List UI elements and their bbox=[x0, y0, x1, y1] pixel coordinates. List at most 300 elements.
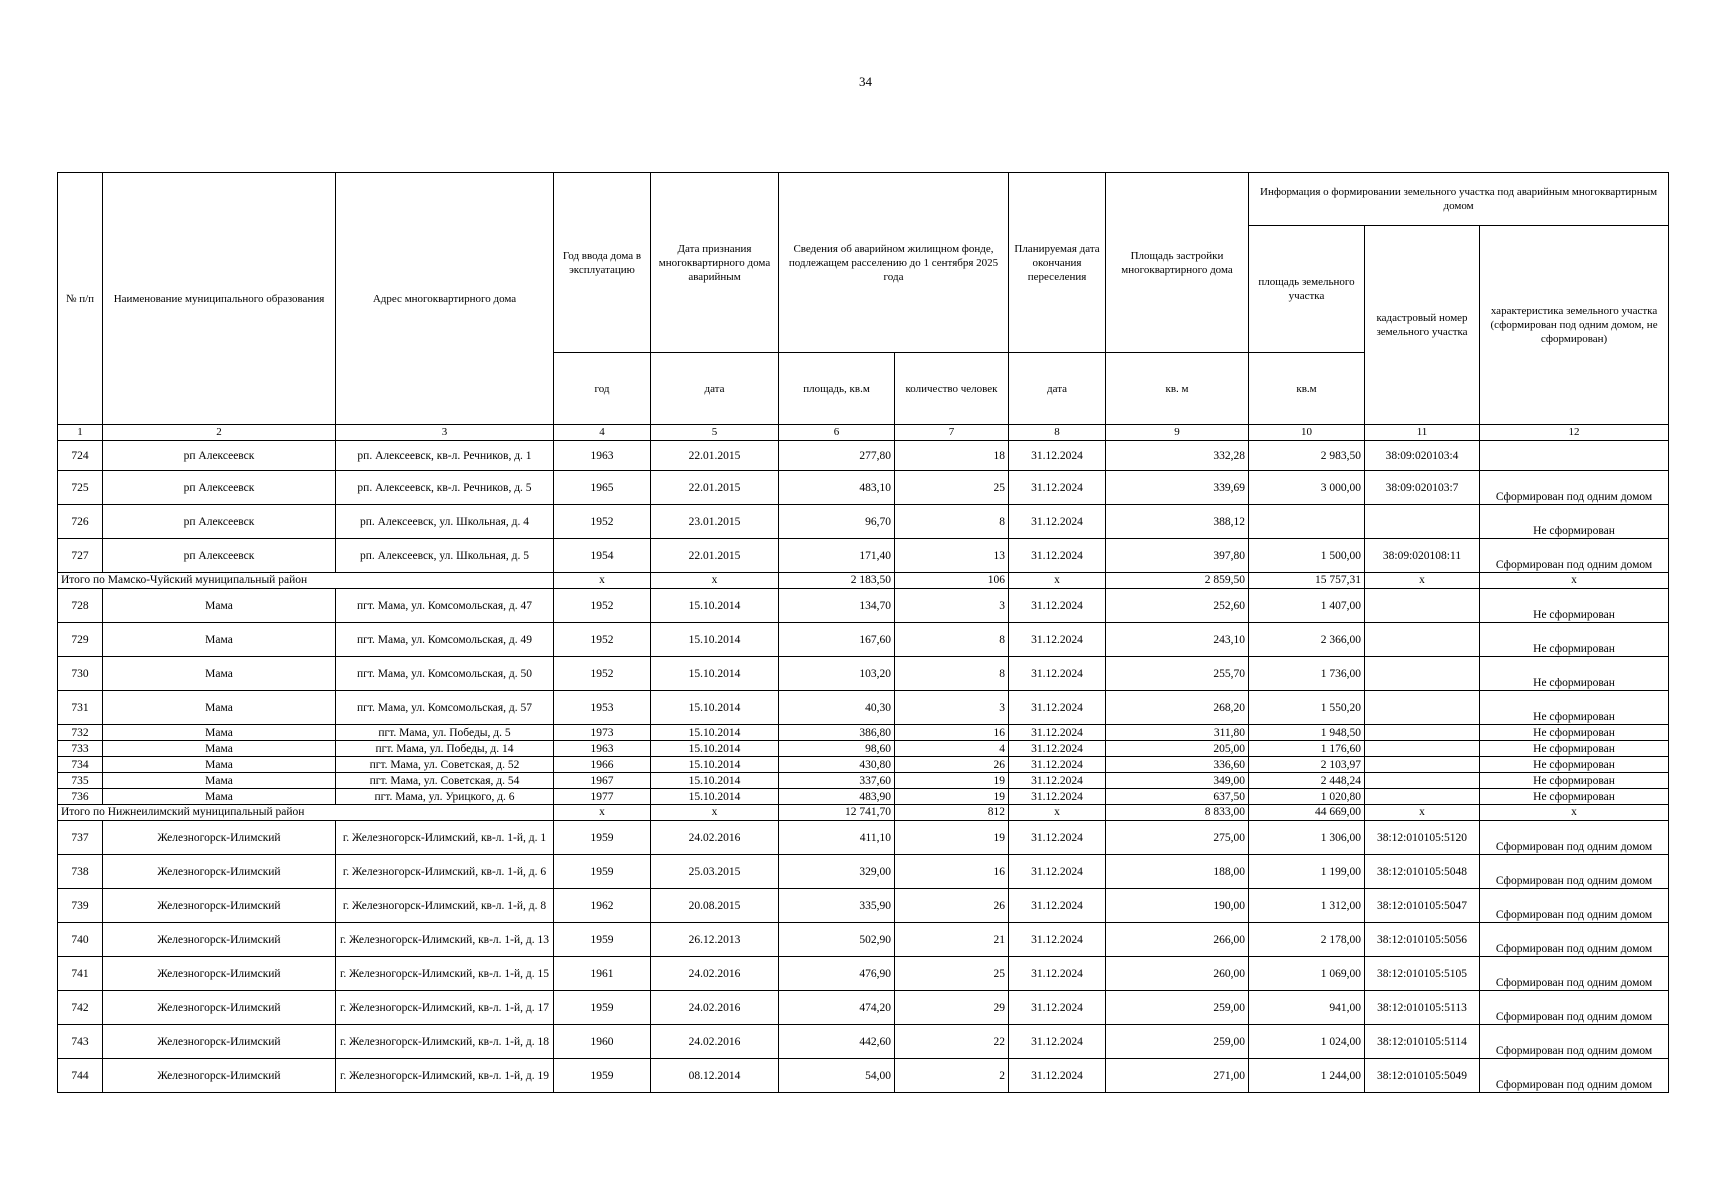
people-cell: 8 bbox=[895, 623, 1009, 657]
year-cell: 1959 bbox=[554, 923, 651, 957]
declared-date-cell: 22.01.2015 bbox=[651, 471, 779, 505]
planned-date-cell: 31.12.2024 bbox=[1009, 471, 1106, 505]
building-area-cell: 260,00 bbox=[1106, 957, 1249, 991]
address-cell: г. Железногорск-Илимский, кв-л. 1-й, д. 19 bbox=[336, 1059, 554, 1093]
row-number: 733 bbox=[58, 741, 103, 757]
total-date: x bbox=[651, 805, 779, 821]
land-area-cell: 1 550,20 bbox=[1249, 691, 1365, 725]
table-row bbox=[58, 991, 1669, 1025]
area-cell: 167,60 bbox=[779, 623, 895, 657]
land-area-cell: 2 178,00 bbox=[1249, 923, 1365, 957]
building-area-cell: 188,00 bbox=[1106, 855, 1249, 889]
planned-date-cell: 31.12.2024 bbox=[1009, 1059, 1106, 1093]
year-cell: 1953 bbox=[554, 691, 651, 725]
row-number: 740 bbox=[58, 923, 103, 957]
total-date: x bbox=[651, 573, 779, 589]
area-cell: 411,10 bbox=[779, 821, 895, 855]
year-cell: 1960 bbox=[554, 1025, 651, 1059]
year-cell: 1954 bbox=[554, 539, 651, 573]
land-area-cell: 1 024,00 bbox=[1249, 1025, 1365, 1059]
declared-date-cell: 15.10.2014 bbox=[651, 741, 779, 757]
area-cell: 54,00 bbox=[779, 1059, 895, 1093]
land-area-cell: 1 020,80 bbox=[1249, 789, 1365, 805]
declared-date-cell: 15.10.2014 bbox=[651, 623, 779, 657]
header-date-declared: Дата признания многоквартирного дома аварийным bbox=[651, 173, 779, 353]
planned-date-cell: 31.12.2024 bbox=[1009, 741, 1106, 757]
people-cell: 26 bbox=[895, 757, 1009, 773]
declared-date-cell: 20.08.2015 bbox=[651, 889, 779, 923]
land-area-cell: 2 103,97 bbox=[1249, 757, 1365, 773]
municipality-cell: Мама bbox=[103, 789, 336, 805]
planned-date-cell: 31.12.2024 bbox=[1009, 657, 1106, 691]
year-cell: 1952 bbox=[554, 623, 651, 657]
table-row bbox=[58, 441, 1669, 471]
planned-date-cell: 31.12.2024 bbox=[1009, 623, 1106, 657]
cadastral-cell: 38:09:020108:11 bbox=[1365, 539, 1480, 573]
land-char-cell: Сформирован под одним домом bbox=[1480, 1025, 1669, 1059]
building-area-cell: 255,70 bbox=[1106, 657, 1249, 691]
planned-date-cell: 31.12.2024 bbox=[1009, 923, 1106, 957]
declared-date-cell: 26.12.2013 bbox=[651, 923, 779, 957]
people-cell: 2 bbox=[895, 1059, 1009, 1093]
address-cell: рп. Алексеевск, ул. Школьная, д. 4 bbox=[336, 505, 554, 539]
unit-date: дата bbox=[651, 353, 779, 425]
table-row bbox=[58, 773, 1669, 789]
column-index-cell: 12 bbox=[1480, 425, 1669, 441]
municipality-cell: Мама bbox=[103, 657, 336, 691]
people-cell: 18 bbox=[895, 441, 1009, 471]
people-cell: 8 bbox=[895, 505, 1009, 539]
year-cell: 1959 bbox=[554, 991, 651, 1025]
land-area-cell: 1 306,00 bbox=[1249, 821, 1365, 855]
table-row bbox=[58, 505, 1669, 539]
year-cell: 1967 bbox=[554, 773, 651, 789]
total-area: 12 741,70 bbox=[779, 805, 895, 821]
total-land-area: 44 669,00 bbox=[1249, 805, 1365, 821]
header-planned-date: Планируемая дата окончания переселения bbox=[1009, 173, 1106, 353]
header-emergency-fund: Сведения об аварийном жилищном фонде, подлежащем расселению до 1 сентября 2025 года bbox=[779, 173, 1009, 353]
people-cell: 8 bbox=[895, 657, 1009, 691]
table-row bbox=[58, 757, 1669, 773]
area-cell: 103,20 bbox=[779, 657, 895, 691]
building-area-cell: 266,00 bbox=[1106, 923, 1249, 957]
row-number: 741 bbox=[58, 957, 103, 991]
row-number: 724 bbox=[58, 441, 103, 471]
planned-date-cell: 31.12.2024 bbox=[1009, 991, 1106, 1025]
address-cell: г. Железногорск-Илимский, кв-л. 1-й, д. 17 bbox=[336, 991, 554, 1025]
municipality-cell: Мама bbox=[103, 741, 336, 757]
year-cell: 1961 bbox=[554, 957, 651, 991]
total-year: x bbox=[554, 805, 651, 821]
people-cell: 25 bbox=[895, 957, 1009, 991]
declared-date-cell: 15.10.2014 bbox=[651, 725, 779, 741]
municipality-cell: Мама bbox=[103, 691, 336, 725]
address-cell: пгт. Мама, ул. Победы, д. 14 bbox=[336, 741, 554, 757]
land-area-cell bbox=[1249, 505, 1365, 539]
building-area-cell: 637,50 bbox=[1106, 789, 1249, 805]
row-number: 738 bbox=[58, 855, 103, 889]
column-index-cell: 11 bbox=[1365, 425, 1480, 441]
row-number: 744 bbox=[58, 1059, 103, 1093]
building-area-cell: 397,80 bbox=[1106, 539, 1249, 573]
declared-date-cell: 22.01.2015 bbox=[651, 441, 779, 471]
area-cell: 40,30 bbox=[779, 691, 895, 725]
column-index-cell: 2 bbox=[103, 425, 336, 441]
people-cell: 4 bbox=[895, 741, 1009, 757]
address-cell: пгт. Мама, ул. Комсомольская, д. 47 bbox=[336, 589, 554, 623]
total-planned-date: x bbox=[1009, 573, 1106, 589]
total-people: 812 bbox=[895, 805, 1009, 821]
planned-date-cell: 31.12.2024 bbox=[1009, 441, 1106, 471]
table-row bbox=[58, 821, 1669, 855]
cadastral-cell: 38:12:010105:5114 bbox=[1365, 1025, 1480, 1059]
people-cell: 19 bbox=[895, 821, 1009, 855]
land-area-cell: 1 244,00 bbox=[1249, 1059, 1365, 1093]
municipality-cell: Железногорск-Илимский bbox=[103, 1025, 336, 1059]
land-char-cell: Не сформирован bbox=[1480, 691, 1669, 725]
year-cell: 1959 bbox=[554, 855, 651, 889]
header-land-area: площадь земельного участка bbox=[1249, 226, 1365, 353]
cadastral-cell bbox=[1365, 657, 1480, 691]
municipality-cell: Железногорск-Илимский bbox=[103, 889, 336, 923]
cadastral-cell bbox=[1365, 623, 1480, 657]
planned-date-cell: 31.12.2024 bbox=[1009, 691, 1106, 725]
cadastral-cell: 38:09:020103:4 bbox=[1365, 441, 1480, 471]
total-year: x bbox=[554, 573, 651, 589]
land-area-cell: 1 199,00 bbox=[1249, 855, 1365, 889]
cadastral-cell bbox=[1365, 589, 1480, 623]
cadastral-cell bbox=[1365, 757, 1480, 773]
municipality-cell: Мама bbox=[103, 773, 336, 789]
land-area-cell: 1 407,00 bbox=[1249, 589, 1365, 623]
building-area-cell: 388,12 bbox=[1106, 505, 1249, 539]
address-cell: рп. Алексеевск, ул. Школьная, д. 5 bbox=[336, 539, 554, 573]
planned-date-cell: 31.12.2024 bbox=[1009, 539, 1106, 573]
table-row bbox=[58, 1059, 1669, 1093]
planned-date-cell: 31.12.2024 bbox=[1009, 957, 1106, 991]
declared-date-cell: 24.02.2016 bbox=[651, 991, 779, 1025]
table-row bbox=[58, 1025, 1669, 1059]
area-cell: 483,90 bbox=[779, 789, 895, 805]
planned-date-cell: 31.12.2024 bbox=[1009, 773, 1106, 789]
table-row bbox=[58, 691, 1669, 725]
column-index-cell: 1 bbox=[58, 425, 103, 441]
people-cell: 3 bbox=[895, 589, 1009, 623]
table-row bbox=[58, 789, 1669, 805]
land-area-cell: 3 000,00 bbox=[1249, 471, 1365, 505]
people-cell: 16 bbox=[895, 725, 1009, 741]
address-cell: рп. Алексеевск, кв-л. Речников, д. 5 bbox=[336, 471, 554, 505]
declared-date-cell: 15.10.2014 bbox=[651, 757, 779, 773]
cadastral-cell: 38:12:010105:5113 bbox=[1365, 991, 1480, 1025]
land-char-cell: Не сформирован bbox=[1480, 623, 1669, 657]
area-cell: 96,70 bbox=[779, 505, 895, 539]
declared-date-cell: 24.02.2016 bbox=[651, 957, 779, 991]
land-char-cell: Сформирован под одним домом bbox=[1480, 1059, 1669, 1093]
address-cell: пгт. Мама, ул. Советская, д. 54 bbox=[336, 773, 554, 789]
planned-date-cell: 31.12.2024 bbox=[1009, 789, 1106, 805]
building-area-cell: 259,00 bbox=[1106, 1025, 1249, 1059]
people-cell: 29 bbox=[895, 991, 1009, 1025]
total-land-char: x bbox=[1480, 805, 1669, 821]
year-cell: 1963 bbox=[554, 741, 651, 757]
building-area-cell: 259,00 bbox=[1106, 991, 1249, 1025]
cadastral-cell bbox=[1365, 741, 1480, 757]
municipality-cell: Железногорск-Илимский bbox=[103, 957, 336, 991]
building-area-cell: 205,00 bbox=[1106, 741, 1249, 757]
planned-date-cell: 31.12.2024 bbox=[1009, 589, 1106, 623]
municipality-cell: Железногорск-Илимский bbox=[103, 821, 336, 855]
land-char-cell: Сформирован под одним домом bbox=[1480, 539, 1669, 573]
row-number: 743 bbox=[58, 1025, 103, 1059]
land-char-cell: Не сформирован bbox=[1480, 741, 1669, 757]
area-cell: 329,00 bbox=[779, 855, 895, 889]
total-building-area: 2 859,50 bbox=[1106, 573, 1249, 589]
land-area-cell: 2 983,50 bbox=[1249, 441, 1365, 471]
people-cell: 13 bbox=[895, 539, 1009, 573]
address-cell: пгт. Мама, ул. Советская, д. 52 bbox=[336, 757, 554, 773]
land-char-cell: Не сформирован bbox=[1480, 789, 1669, 805]
cadastral-cell bbox=[1365, 725, 1480, 741]
area-cell: 483,10 bbox=[779, 471, 895, 505]
cadastral-cell bbox=[1365, 789, 1480, 805]
building-area-cell: 252,60 bbox=[1106, 589, 1249, 623]
year-cell: 1962 bbox=[554, 889, 651, 923]
people-cell: 19 bbox=[895, 789, 1009, 805]
land-area-cell: 1 736,00 bbox=[1249, 657, 1365, 691]
address-cell: г. Железногорск-Илимский, кв-л. 1-й, д. 6 bbox=[336, 855, 554, 889]
area-cell: 430,80 bbox=[779, 757, 895, 773]
building-area-cell: 339,69 bbox=[1106, 471, 1249, 505]
planned-date-cell: 31.12.2024 bbox=[1009, 757, 1106, 773]
area-cell: 171,40 bbox=[779, 539, 895, 573]
cadastral-cell: 38:12:010105:5105 bbox=[1365, 957, 1480, 991]
people-cell: 3 bbox=[895, 691, 1009, 725]
declared-date-cell: 15.10.2014 bbox=[651, 691, 779, 725]
header-land-info: Информация о формировании земельного участка под аварийным многоквартирным домом bbox=[1249, 173, 1669, 226]
row-number: 737 bbox=[58, 821, 103, 855]
land-area-cell: 1 500,00 bbox=[1249, 539, 1365, 573]
land-char-cell: Не сформирован bbox=[1480, 589, 1669, 623]
declared-date-cell: 15.10.2014 bbox=[651, 789, 779, 805]
table-row bbox=[58, 725, 1669, 741]
total-label: Итого по Нижнеилимский муниципальный район bbox=[58, 805, 554, 821]
cadastral-cell bbox=[1365, 691, 1480, 725]
page-number: 34 bbox=[859, 74, 872, 89]
address-cell: г. Железногорск-Илимский, кв-л. 1-й, д. 8 bbox=[336, 889, 554, 923]
cadastral-cell: 38:09:020103:7 bbox=[1365, 471, 1480, 505]
header-address: Адрес многоквартирного дома bbox=[336, 173, 554, 425]
declared-date-cell: 22.01.2015 bbox=[651, 539, 779, 573]
cadastral-cell: 38:12:010105:5056 bbox=[1365, 923, 1480, 957]
planned-date-cell: 31.12.2024 bbox=[1009, 505, 1106, 539]
planned-date-cell: 31.12.2024 bbox=[1009, 855, 1106, 889]
land-area-cell: 2 448,24 bbox=[1249, 773, 1365, 789]
building-area-cell: 336,60 bbox=[1106, 757, 1249, 773]
cadastral-cell: 38:12:010105:5120 bbox=[1365, 821, 1480, 855]
column-index-cell: 9 bbox=[1106, 425, 1249, 441]
land-char-cell: Сформирован под одним домом bbox=[1480, 821, 1669, 855]
municipality-cell: Мама bbox=[103, 725, 336, 741]
unit-planned-date: дата bbox=[1009, 353, 1106, 425]
row-number: 742 bbox=[58, 991, 103, 1025]
area-cell: 277,80 bbox=[779, 441, 895, 471]
planned-date-cell: 31.12.2024 bbox=[1009, 821, 1106, 855]
land-char-cell: Сформирован под одним домом bbox=[1480, 471, 1669, 505]
area-cell: 502,90 bbox=[779, 923, 895, 957]
table-row bbox=[58, 589, 1669, 623]
area-cell: 134,70 bbox=[779, 589, 895, 623]
municipality-cell: рп Алексеевск bbox=[103, 441, 336, 471]
emergency-housing-table bbox=[57, 172, 1669, 1093]
land-area-cell: 1 312,00 bbox=[1249, 889, 1365, 923]
address-cell: пгт. Мама, ул. Комсомольская, д. 57 bbox=[336, 691, 554, 725]
table-row bbox=[58, 957, 1669, 991]
area-cell: 442,60 bbox=[779, 1025, 895, 1059]
area-cell: 386,80 bbox=[779, 725, 895, 741]
address-cell: пгт. Мама, ул. Урицкого, д. 6 bbox=[336, 789, 554, 805]
municipality-cell: рп Алексеевск bbox=[103, 471, 336, 505]
address-cell: рп. Алексеевск, кв-л. Речников, д. 1 bbox=[336, 441, 554, 471]
people-cell: 21 bbox=[895, 923, 1009, 957]
land-char-cell: Сформирован под одним домом bbox=[1480, 855, 1669, 889]
year-cell: 1959 bbox=[554, 1059, 651, 1093]
total-people: 106 bbox=[895, 573, 1009, 589]
total-cadastral: x bbox=[1365, 573, 1480, 589]
year-cell: 1952 bbox=[554, 589, 651, 623]
area-cell: 337,60 bbox=[779, 773, 895, 789]
table-row bbox=[58, 539, 1669, 573]
municipality-cell: рп Алексеевск bbox=[103, 539, 336, 573]
area-cell: 474,20 bbox=[779, 991, 895, 1025]
table-body bbox=[58, 441, 1669, 1093]
header-land-char: характеристика земельного участка (сформирован под одним домом, не сформирован) bbox=[1480, 226, 1669, 425]
land-char-cell: Не сформирован bbox=[1480, 725, 1669, 741]
address-cell: г. Железногорск-Илимский, кв-л. 1-й, д. 1 bbox=[336, 821, 554, 855]
header-num: № п/п bbox=[58, 173, 103, 425]
total-land-char: x bbox=[1480, 573, 1669, 589]
year-cell: 1952 bbox=[554, 505, 651, 539]
column-index-cell: 7 bbox=[895, 425, 1009, 441]
column-index-cell: 3 bbox=[336, 425, 554, 441]
table-row bbox=[58, 741, 1669, 757]
header-municipality: Наименование муниципального образования bbox=[103, 173, 336, 425]
area-cell: 335,90 bbox=[779, 889, 895, 923]
unit-people: количество человек bbox=[895, 353, 1009, 425]
land-char-cell: Не сформирован bbox=[1480, 505, 1669, 539]
building-area-cell: 349,00 bbox=[1106, 773, 1249, 789]
land-char-cell: Не сформирован bbox=[1480, 773, 1669, 789]
row-number: 726 bbox=[58, 505, 103, 539]
people-cell: 16 bbox=[895, 855, 1009, 889]
unit-land-sqm: кв.м bbox=[1249, 353, 1365, 425]
address-cell: пгт. Мама, ул. Комсомольская, д. 49 bbox=[336, 623, 554, 657]
total-area: 2 183,50 bbox=[779, 573, 895, 589]
total-land-area: 15 757,31 bbox=[1249, 573, 1365, 589]
unit-area: площадь, кв.м bbox=[779, 353, 895, 425]
declared-date-cell: 08.12.2014 bbox=[651, 1059, 779, 1093]
cadastral-cell: 38:12:010105:5048 bbox=[1365, 855, 1480, 889]
people-cell: 19 bbox=[895, 773, 1009, 789]
declared-date-cell: 15.10.2014 bbox=[651, 657, 779, 691]
cadastral-cell bbox=[1365, 773, 1480, 789]
area-cell: 476,90 bbox=[779, 957, 895, 991]
year-cell: 1966 bbox=[554, 757, 651, 773]
people-cell: 22 bbox=[895, 1025, 1009, 1059]
total-cadastral: x bbox=[1365, 805, 1480, 821]
column-index-cell: 10 bbox=[1249, 425, 1365, 441]
land-area-cell: 941,00 bbox=[1249, 991, 1365, 1025]
table-row bbox=[58, 623, 1669, 657]
column-index-cell: 4 bbox=[554, 425, 651, 441]
address-cell: г. Железногорск-Илимский, кв-л. 1-й, д. 13 bbox=[336, 923, 554, 957]
address-cell: г. Железногорск-Илимский, кв-л. 1-й, д. 18 bbox=[336, 1025, 554, 1059]
row-number: 729 bbox=[58, 623, 103, 657]
column-index-row bbox=[58, 425, 1669, 441]
total-row bbox=[58, 805, 1669, 821]
table-row bbox=[58, 657, 1669, 691]
column-index-cell: 5 bbox=[651, 425, 779, 441]
year-cell: 1973 bbox=[554, 725, 651, 741]
building-area-cell: 271,00 bbox=[1106, 1059, 1249, 1093]
cadastral-cell bbox=[1365, 505, 1480, 539]
building-area-cell: 243,10 bbox=[1106, 623, 1249, 657]
municipality-cell: рп Алексеевск bbox=[103, 505, 336, 539]
row-number: 736 bbox=[58, 789, 103, 805]
total-label: Итого по Мамско-Чуйский муниципальный район bbox=[58, 573, 554, 589]
area-cell: 98,60 bbox=[779, 741, 895, 757]
land-area-cell: 1 069,00 bbox=[1249, 957, 1365, 991]
year-cell: 1963 bbox=[554, 441, 651, 471]
header-cadastral: кадастровый номер земельного участка bbox=[1365, 226, 1480, 425]
table-row bbox=[58, 471, 1669, 505]
declared-date-cell: 15.10.2014 bbox=[651, 773, 779, 789]
municipality-cell: Мама bbox=[103, 589, 336, 623]
address-cell: г. Железногорск-Илимский, кв-л. 1-й, д. 15 bbox=[336, 957, 554, 991]
unit-building-sqm: кв. м bbox=[1106, 353, 1249, 425]
address-cell: пгт. Мама, ул. Комсомольская, д. 50 bbox=[336, 657, 554, 691]
building-area-cell: 311,80 bbox=[1106, 725, 1249, 741]
land-char-cell: Сформирован под одним домом bbox=[1480, 957, 1669, 991]
declared-date-cell: 15.10.2014 bbox=[651, 589, 779, 623]
building-area-cell: 275,00 bbox=[1106, 821, 1249, 855]
row-number: 730 bbox=[58, 657, 103, 691]
municipality-cell: Железногорск-Илимский bbox=[103, 855, 336, 889]
row-number: 732 bbox=[58, 725, 103, 741]
table-row bbox=[58, 855, 1669, 889]
declared-date-cell: 24.02.2016 bbox=[651, 821, 779, 855]
header-building-area: Площадь застройки многоквартирного дома bbox=[1106, 173, 1249, 353]
year-cell: 1959 bbox=[554, 821, 651, 855]
land-area-cell: 1 176,60 bbox=[1249, 741, 1365, 757]
land-area-cell: 2 366,00 bbox=[1249, 623, 1365, 657]
table-row bbox=[58, 923, 1669, 957]
municipality-cell: Железногорск-Илимский bbox=[103, 991, 336, 1025]
row-number: 735 bbox=[58, 773, 103, 789]
column-index-cell: 6 bbox=[779, 425, 895, 441]
municipality-cell: Железногорск-Илимский bbox=[103, 923, 336, 957]
land-char-cell: Сформирован под одним домом bbox=[1480, 923, 1669, 957]
unit-year: год bbox=[554, 353, 651, 425]
total-planned-date: x bbox=[1009, 805, 1106, 821]
address-cell: пгт. Мама, ул. Победы, д. 5 bbox=[336, 725, 554, 741]
year-cell: 1965 bbox=[554, 471, 651, 505]
municipality-cell: Мама bbox=[103, 623, 336, 657]
planned-date-cell: 31.12.2024 bbox=[1009, 889, 1106, 923]
building-area-cell: 190,00 bbox=[1106, 889, 1249, 923]
land-char-cell: Сформирован под одним домом bbox=[1480, 991, 1669, 1025]
year-cell: 1977 bbox=[554, 789, 651, 805]
